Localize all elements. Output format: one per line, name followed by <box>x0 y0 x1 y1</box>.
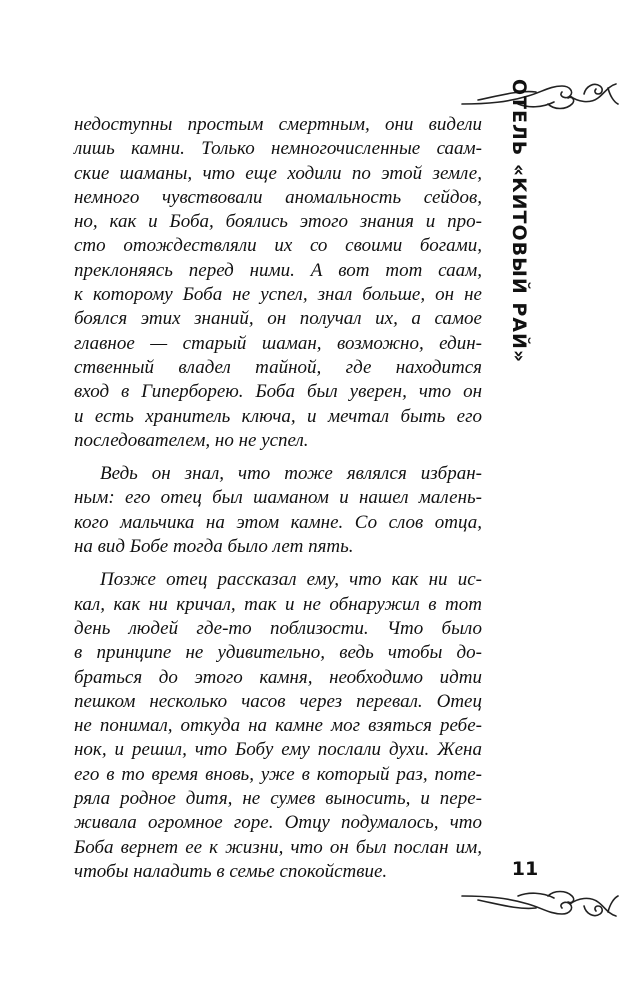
text-line: его в то время вновь, уже в который раз, поте- <box>74 763 482 785</box>
flourish-ornament-bottom <box>458 886 619 926</box>
text-line: пешком несколько часов через перевал. Отец <box>74 690 482 712</box>
text-line: нок, и решил, что Бобу ему послали духи. Жена <box>74 739 482 761</box>
text-line: чтобы наладить в семье спокойствие. <box>74 860 388 882</box>
text-line: живала огромное горе. Отцу подумалось, что <box>74 812 482 834</box>
text-line: ственный владел тайной, где находится <box>74 356 482 378</box>
page-number: 11 <box>511 858 539 880</box>
body-text <box>74 113 482 884</box>
running-title-text: ОТЕЛЬ «КИТОВЫЙ РАЙ» <box>508 78 530 364</box>
text-line: вход в Гиперборею. Боба был уверен, что он <box>74 381 482 403</box>
text-line: главное — старый шаман, возможно, един- <box>74 332 482 354</box>
text-line: преклоняясь перед ними. А вот тот саам, <box>74 259 482 281</box>
text-line: последователем, но не успел. <box>74 429 309 451</box>
text-line: лишь камни. Только немногочисленные саам- <box>74 138 482 160</box>
text-line: немного чувствовали аномальность сейдов, <box>74 186 482 208</box>
text-line: боялся этих знаний, он получал их, а самое <box>74 308 482 330</box>
flourish-ornament-top <box>458 74 619 114</box>
paragraph <box>74 568 482 884</box>
text-line: на вид Бобе тогда было лет пять. <box>74 536 354 558</box>
text-line: но, как и Боба, боялись этого знания и про- <box>74 211 482 233</box>
text-line: сто отождествляли их со своими богами, <box>74 235 482 257</box>
text-line: ным: его отец был шаманом и нашел малень- <box>74 487 482 509</box>
text-line: кого мальчика на этом камне. Со слов отца, <box>74 511 482 533</box>
text-line: недоступны простым смертным, они видели <box>74 114 482 135</box>
paragraph <box>74 462 482 559</box>
text-line: и есть хранитель ключа, и мечтал быть его <box>74 405 482 427</box>
running-title <box>502 78 536 364</box>
text-line: ряла родное дитя, не сумев выносить, и пере- <box>74 788 482 810</box>
text-line: ские шаманы, что еще ходили по этой земле, <box>74 162 482 184</box>
text-line: Позже отец рассказал ему, что как ни ис- <box>100 569 482 591</box>
text-line: к которому Боба не успел, знал больше, он не <box>74 284 482 306</box>
text-line: в принципе не удивительно, ведь чтобы до- <box>74 642 482 664</box>
text-line: браться до этого камня, необходимо идти <box>74 666 482 688</box>
text-line: кал, как ни кричал, так и не обнаружил в тот <box>74 593 482 615</box>
paragraph <box>74 113 482 453</box>
text-line: не понимал, откуда на камне мог взяться ребе- <box>74 715 482 737</box>
text-line: Ведь он знал, что тоже являлся избран- <box>100 463 482 485</box>
text-line: Боба вернет ее к жизни, что он был послан им, <box>74 836 482 858</box>
text-line: день людей где-то поблизости. Что было <box>74 617 482 639</box>
